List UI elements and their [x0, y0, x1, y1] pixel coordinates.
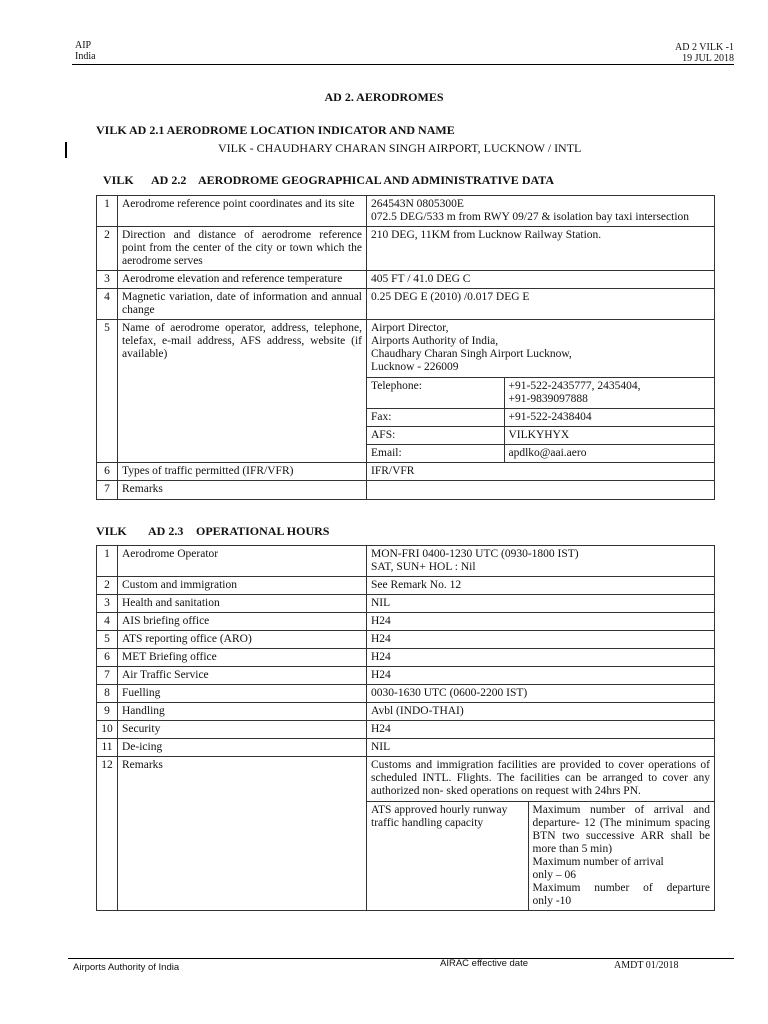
- table-row: [97, 667, 715, 685]
- fax-label: Fax:: [371, 411, 392, 423]
- row-number: 4: [97, 613, 118, 631]
- row-label: Name of aerodrome operator, address, telephone, telefax, e-mail address, AFS address, website (if available): [118, 320, 367, 463]
- contact-table: [367, 378, 714, 462]
- contact-row: [367, 409, 714, 427]
- row-value: NIL: [367, 739, 715, 757]
- section-23-code: VILK: [96, 524, 127, 538]
- table-row: [97, 739, 715, 757]
- table-row: [97, 320, 715, 463]
- row-value: See Remark No. 12: [367, 577, 715, 595]
- contact-row: [367, 378, 714, 409]
- row-value: H24: [367, 613, 715, 631]
- row-number: 4: [97, 289, 118, 320]
- page-title: AD 2. AERODROMES: [324, 90, 444, 104]
- table-row: [97, 546, 715, 577]
- row-number: 9: [97, 703, 118, 721]
- header-right: [675, 42, 734, 64]
- address-line: Chaudhary Charan Singh Airport Lucknow,: [371, 348, 572, 360]
- capacity-arrival-count: only – 06: [532, 869, 576, 881]
- table-row: [97, 613, 715, 631]
- section-22-number: AD 2.2: [151, 173, 187, 187]
- row-number: 5: [97, 320, 118, 463]
- section-21-title: VILK AD 2.1 AERODROME LOCATION INDICATOR AND NAME: [96, 123, 455, 137]
- table-row: [97, 481, 715, 500]
- row-label: Magnetic variation, date of information and annual change: [118, 289, 367, 320]
- address-line: Lucknow - 226009: [371, 361, 459, 373]
- row-label: Health and sanitation: [118, 595, 367, 613]
- header-country: India: [75, 51, 96, 62]
- address-line: Airports Authority of India,: [371, 335, 499, 347]
- table-row: [97, 196, 715, 227]
- header-divider: [72, 64, 734, 65]
- capacity-departure-count: only -10: [532, 895, 572, 907]
- footer-publisher: Airports Authority of India: [73, 962, 180, 973]
- row-number: 8: [97, 685, 118, 703]
- capacity-label: ATS approved hourly runway traffic handling capacity: [371, 804, 508, 829]
- row-label: De-icing: [118, 739, 367, 757]
- row-label: Remarks: [118, 481, 367, 500]
- footer-airac: AIRAC effective date: [440, 958, 529, 969]
- footer-divider: [68, 958, 734, 959]
- row-number: 2: [97, 227, 118, 271]
- header-left: [75, 40, 96, 62]
- table-row: [97, 289, 715, 320]
- row-number: 10: [97, 721, 118, 739]
- row-number: 2: [97, 577, 118, 595]
- email-label: Email:: [371, 447, 402, 459]
- address-line: Airport Director,: [371, 322, 449, 334]
- row-label: Direction and distance of aerodrome reference point from the center of the city or town which the aerodrome serves: [118, 227, 367, 271]
- fax-value: +91-522-2438404: [504, 409, 714, 427]
- table-row: [97, 649, 715, 667]
- row-label: Handling: [118, 703, 367, 721]
- afs-value: VILKYHYX: [504, 427, 714, 445]
- table-row: [97, 757, 715, 911]
- row-number: 1: [97, 196, 118, 227]
- row-value: 0030-1630 UTC (0600-2200 IST): [367, 685, 715, 703]
- operator-address: [367, 320, 714, 378]
- row-value: NIL: [367, 595, 715, 613]
- email-value: apdlko@aai.aero: [504, 445, 714, 463]
- section-22-title: AERODROME GEOGRAPHICAL AND ADMINISTRATIVE DATA: [198, 173, 555, 187]
- telephone-line: +91-522-2435777, 2435404,: [508, 380, 641, 392]
- row-value: [367, 546, 715, 577]
- row-number: 11: [97, 739, 118, 757]
- section-23-title: OPERATIONAL HOURS: [196, 524, 330, 538]
- row-value: H24: [367, 631, 715, 649]
- row-label: Custom and immigration: [118, 577, 367, 595]
- operational-hours-table: [96, 545, 715, 911]
- row-number: 5: [97, 631, 118, 649]
- contact-row: [367, 427, 714, 445]
- row-value: 0.25 DEG E (2010) /0.017 DEG E: [367, 289, 715, 320]
- row-number: 3: [97, 595, 118, 613]
- section-22-code: VILK: [103, 173, 134, 187]
- afs-label: AFS:: [371, 429, 396, 441]
- hours-weekend: SAT, SUN+ HOL : Nil: [371, 561, 476, 573]
- capacity-value: [528, 802, 714, 910]
- table-row: [97, 595, 715, 613]
- capacity-row: [367, 802, 714, 910]
- telephone-value: [504, 378, 714, 409]
- aerodrome-name: VILK - CHAUDHARY CHARAN SINGH AIRPORT, LUCKNOW / INTL: [218, 141, 582, 155]
- row-number: 7: [97, 667, 118, 685]
- telephone-line: +91-9839097888: [508, 393, 588, 405]
- row-label: Aerodrome elevation and reference temperature: [118, 271, 367, 289]
- table-row: [97, 271, 715, 289]
- section-23-number: AD 2.3: [148, 524, 184, 538]
- row-value: [367, 481, 715, 500]
- row-number: 1: [97, 546, 118, 577]
- hours-weekday: MON-FRI 0400-1230 UTC (0930-1800 IST): [371, 548, 579, 560]
- row-value: [367, 196, 715, 227]
- row-label: Aerodrome reference point coordinates and its site: [118, 196, 367, 227]
- table-row: [97, 463, 715, 481]
- row-value: 210 DEG, 11KM from Lucknow Railway Station.: [367, 227, 715, 271]
- table-row: [97, 703, 715, 721]
- table-row: [97, 577, 715, 595]
- capacity-arrival: Maximum number of arrival: [532, 856, 664, 868]
- header-date: 19 JUL 2018: [682, 53, 734, 64]
- row-label: Types of traffic permitted (IFR/VFR): [118, 463, 367, 481]
- row-label: Aerodrome Operator: [118, 546, 367, 577]
- customs-remark: Customs and immigration facilities are provided to cover operations of scheduled INTL. Flights. The facilities can be arranged to cover any authorized non- sked operations on request with 24hrs PN.: [367, 757, 714, 802]
- row-value: Avbl (INDO-THAI): [367, 703, 715, 721]
- contact-row: [367, 445, 714, 463]
- section-23-heading: [0, 524, 768, 540]
- capacity-table: [367, 802, 714, 910]
- table-row: [97, 685, 715, 703]
- row-value: H24: [367, 649, 715, 667]
- row-label: Security: [118, 721, 367, 739]
- arp-site: 072.5 DEG/533 m from RWY 09/27 & isolation bay taxi intersection: [371, 211, 690, 223]
- operator-contact-cell: [367, 320, 715, 463]
- row-label: Air Traffic Service: [118, 667, 367, 685]
- row-value: IFR/VFR: [367, 463, 715, 481]
- header-page-ref: AD 2 VILK -1: [675, 42, 734, 53]
- capacity-total: Maximum number of arrival and departure- 12 (The minimum spacing BTN two successive ARR shall be more than 5 min): [532, 804, 710, 855]
- section-22-heading: [0, 173, 768, 189]
- row-value: H24: [367, 721, 715, 739]
- arp-coordinates: 264543N 0805300E: [371, 198, 464, 210]
- row-number: 12: [97, 757, 118, 911]
- telephone-label: Telephone:: [371, 380, 422, 392]
- change-bar: [65, 142, 67, 158]
- row-label: ATS reporting office (ARO): [118, 631, 367, 649]
- row-number: 3: [97, 271, 118, 289]
- row-label: MET Briefing office: [118, 649, 367, 667]
- table-row: [97, 631, 715, 649]
- table-row: [97, 227, 715, 271]
- row-label: Fuelling: [118, 685, 367, 703]
- header-publication: AIP: [75, 40, 92, 51]
- row-value: H24: [367, 667, 715, 685]
- table-row: [97, 721, 715, 739]
- footer-amendment: AMDT 01/2018: [614, 960, 679, 971]
- capacity-departure: Maximum number of departure: [532, 882, 710, 894]
- geographical-data-table: [96, 195, 715, 500]
- remarks-cell: [367, 757, 715, 911]
- row-label: Remarks: [118, 757, 367, 911]
- row-number: 6: [97, 649, 118, 667]
- row-number: 6: [97, 463, 118, 481]
- row-value: 405 FT / 41.0 DEG C: [367, 271, 715, 289]
- row-label: AIS briefing office: [118, 613, 367, 631]
- row-number: 7: [97, 481, 118, 500]
